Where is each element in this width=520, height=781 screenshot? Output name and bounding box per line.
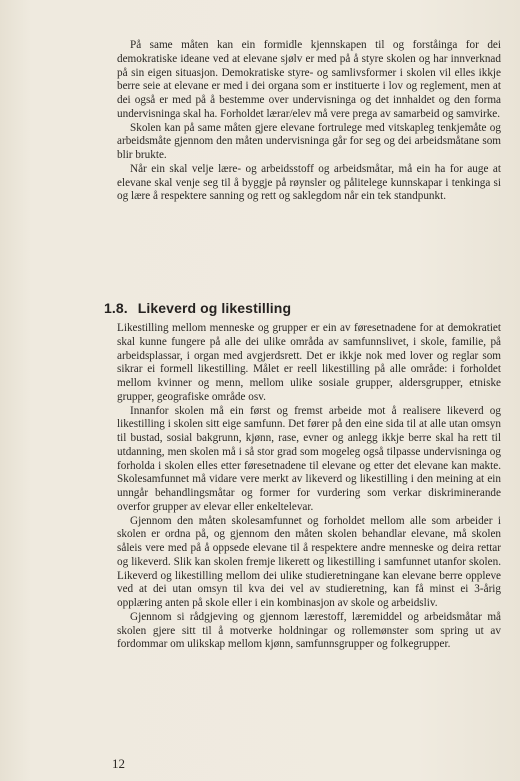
section-text-block: [117, 322, 501, 652]
section-title: Likeverd og likestilling: [137, 300, 292, 316]
intro-text-block: [117, 39, 501, 204]
section-number: 1.8.: [104, 300, 128, 316]
paragraph: Innanfor skolen må ein først og fremst arbeide mot å realisere likeverd og likestilling i skolen sitt eige samfunn. Det fører på den eine sida til at alle utan omsyn til bustad, sosial bakgrunn, kjønn, rase, evner og anlegg ikkje berre skal ha rett til utdanning, men skolen må i så stor grad som mogeleg også tilpasse undervisninga og forholda i skolen elles etter føresetnadene til elevane og etter det elevane kan makte. Skolesamfunnet må vidare vere merkt av likeverd og likestilling i den meining at ein unngår behandlingsmåtar og former for vurdering som verkar diskriminerande overfor grupper av elevar eller enkeltelevar.: [117, 404, 501, 513]
section-heading: [104, 300, 291, 316]
paragraph: Når ein skal velje lære- og arbeidsstoff og arbeidsmåtar, må ein ha for auge at elevane skal venje seg til å byggje på røynsler og pålitelege kunnskapar i tenkinga si og lære å respektere sanning og rett og saklegdom når ein tek standpunkt.: [117, 162, 501, 203]
paragraph: Likestilling mellom menneske og grupper er ein av føresetnadene for at demokratiet skal kunne fungere på alle dei ulike områda av samfunnslivet, i skole, familie, på arbeidsplassar, i organ med avgjerdsrett. Det er ikkje nok med lover og reglar som sikrar ei formell likestilling. Målet er reell likestilling på alle område: i forholdet mellom kvinner og menn, mellom ulike sosiale grupper, aldersgrupper, etniske grupper, geografiske område osv.: [117, 322, 501, 403]
page-number: 12: [112, 756, 125, 771]
paragraph: Skolen kan på same måten gjere elevane fortrulege med vitskapleg tenkjemåte og arbeidsmåte gjennom den måten undervisninga går for seg og dei arbeidsmåtane som blir brukte.: [117, 121, 501, 161]
paragraph: Gjennom si rådgjeving og gjennom lærestoff, læremiddel og arbeidsmåtar må skolen gjere sitt til å motverke holdningar og rollemønster som spring ut av fordommar om ulikskap mellom kjønn, samfunnsgrupper og folkegrupper.: [117, 610, 501, 651]
paragraph: Gjennom den måten skolesamfunnet og forholdet mellom alle som arbeider i skolen er ordna på, og gjennom den måten skolen behandlar elevane, må skolen såleis vere med på å oppsede elevane til å respektere andre menneske og deira rettar og likeverd. Slik kan skolen fremje likerett og likestilling i samfunnet utanfor skolen. Likeverd og likestilling mellom dei ulike studieretningane kan elevane berre oppleve ved at dei utan omsyn til kva dei vel av studieretning, kan få minst ei 3-årig opplæring anten på skole eller i ein kombinasjon av skole og arbeidsliv.: [117, 514, 501, 609]
paragraph: På same måten kan ein formidle kjennskapen til og forståinga for dei demokratiske ideane ved at elevane sjølv er med på å styre skolen og har innverknad på sin eigen situasjon. Demokratiske styre- og samlivsformer i skolen vil elles ikkje berre seie at elevane er med i dei organa som er instituerte i lov og reglement, men at dei også er med på å bestemme over undervisninga og det innhaldet og den forma undervisninga skal ha. Forholdet lærar/elev må vere prega av samarbeid og samvirke.: [117, 39, 501, 120]
